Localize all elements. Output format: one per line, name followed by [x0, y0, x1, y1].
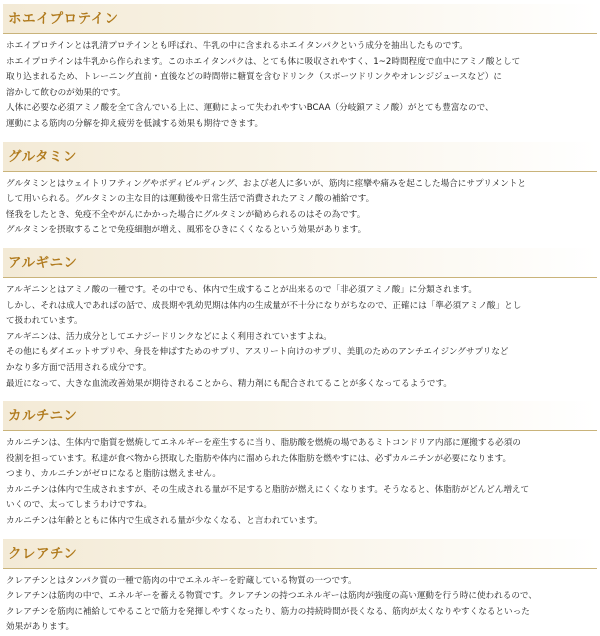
section-heading	[3, 539, 597, 569]
section-title: グルタミン	[8, 148, 78, 165]
body-line: グルタミンとはウェイトリフティングやボディビルディング、および老人に多いが、筋肉に痙攣や痛みを起こした場合にサプリメントと	[6, 178, 527, 189]
body-line: カルニチンは、生体内で脂質を燃焼してエネルギーを産生するに当り、脂肪酸を燃焼の場であるミトコンドリア内部に運搬する必須の	[6, 438, 521, 449]
body-line: アルギニンとはアミノ酸の一種です。その中でも、体内で生成することが出来るので「非必須アミノ酸」に分類されます。	[6, 284, 477, 295]
body-line: ホエイプロテインとは乳清プロテインとも呼ばれ、牛乳の中に含まれるホエイタンパクという成分を抽出したものです。	[6, 41, 468, 51]
section-title: アルギニン	[8, 254, 78, 271]
body-line: カルニチンは体内で生成されますが、その生成される量が不足すると脂肪が燃えにくくなります。そうなると、体脂肪がどんどん増えて	[6, 484, 530, 495]
body-line: クレアチンは筋肉の中で、エネルギーを蓄える物質です。クレアチンの持つエネルギーは筋肉が強度の高い運動を行う時に使われるので、	[6, 591, 537, 602]
section-body	[6, 283, 594, 392]
body-line: アルギニンは、活力成分としてエナジードリンクなどによく利用されていますよね。	[6, 331, 332, 342]
section-heading	[3, 142, 597, 172]
body-line: ホエイプロテインは牛乳から作られます。このホエイタンパクは、とても体に吸収されやすく、1~2時間程度で血中にアミノ酸として	[6, 56, 521, 67]
section-whey-protein	[0, 4, 600, 133]
section-body	[6, 39, 594, 133]
body-line: その他にもダイエットサプリや、身長を伸ばすためのサプリ、アスリート向けのサプリ、美肌のためのアンチエイジングサプリなど	[6, 347, 509, 358]
section-heading	[3, 401, 597, 431]
section-carnitine	[0, 401, 600, 530]
body-line: グルタミンを摂取することで免疫細胞が増え、風邪をひきにくくなるという効果があります。	[6, 225, 367, 236]
body-line: しかし、それは成人であればの話で、成長期や乳幼児期は体内の生成量が不十分になりがちなので、正確には「準必須アミノ酸」とし	[6, 300, 522, 311]
body-line: て扱われています。	[6, 316, 83, 327]
body-line: かなり多方面で活用される成分です。	[6, 362, 152, 373]
body-line: 最近になって、大きな血流改善効果が期待されることから、精力剤にも配合されてることが多くなってるようです。	[6, 378, 453, 389]
body-line: クレアチンとはタンパク質の一種で筋肉の中でエネルギーを貯蔵している物質の一つです。	[6, 575, 357, 586]
section-creatine	[0, 539, 600, 636]
section-title: ホエイプロテイン	[8, 11, 119, 27]
body-line: いくので、太ってしまうわけですね。	[6, 500, 152, 511]
body-line: 人体に必要な必須アミノ酸を全て含んでいる上に、運動によって失われやすいBCAA（分岐鎖アミノ酸）がとても豊富なので、	[6, 103, 494, 114]
body-line: 怪我をしたとき、免疫不全やがんにかかった場合にグルタミンが勧められるのはその為です。	[6, 209, 366, 220]
section-body	[6, 177, 594, 239]
section-arginine	[0, 248, 600, 392]
body-line: 役割を担っています。私達が食べ物から摂取した脂肪や体内に溜められた体脂肪を燃やすには、必ずカルニチンが必要になります。	[6, 453, 512, 464]
section-body	[6, 436, 594, 530]
body-line: カルニチンは年齢とともに体内で生成される量が少なくなる、と言われています。	[6, 516, 323, 527]
section-heading	[3, 4, 597, 34]
body-line: 取り込まれるため、トレーニング直前・直後などの時間帯に糖質を含むドリンク（スポーツドリンクやオレンジジュースなど）に	[6, 72, 502, 83]
section-title: クレアチン	[8, 545, 78, 562]
section-heading	[3, 248, 597, 278]
section-body	[6, 574, 594, 636]
body-line: 効果があります。	[6, 622, 75, 633]
body-line: つまり、カルニチンがゼロになると脂肪は燃えません。	[6, 469, 221, 480]
body-line: 溶かして飲むのが効果的です。	[6, 87, 126, 98]
section-title: カルチニン	[8, 408, 78, 425]
body-line: して用いられる。グルタミンの主な目的は運動後や日常生活で消費されたアミノ酸の補給です。	[6, 194, 375, 205]
body-line: クレアチンを筋肉に補給してやることで筋力を発揮しやすくなったり、筋力の持続時間が長くなる、筋肉が太くなりやすくなるといった	[6, 606, 530, 617]
body-line: 運動による筋肉の分解を抑え疲労を低減する効果も期待できます。	[6, 118, 264, 129]
section-glutamine	[0, 142, 600, 239]
